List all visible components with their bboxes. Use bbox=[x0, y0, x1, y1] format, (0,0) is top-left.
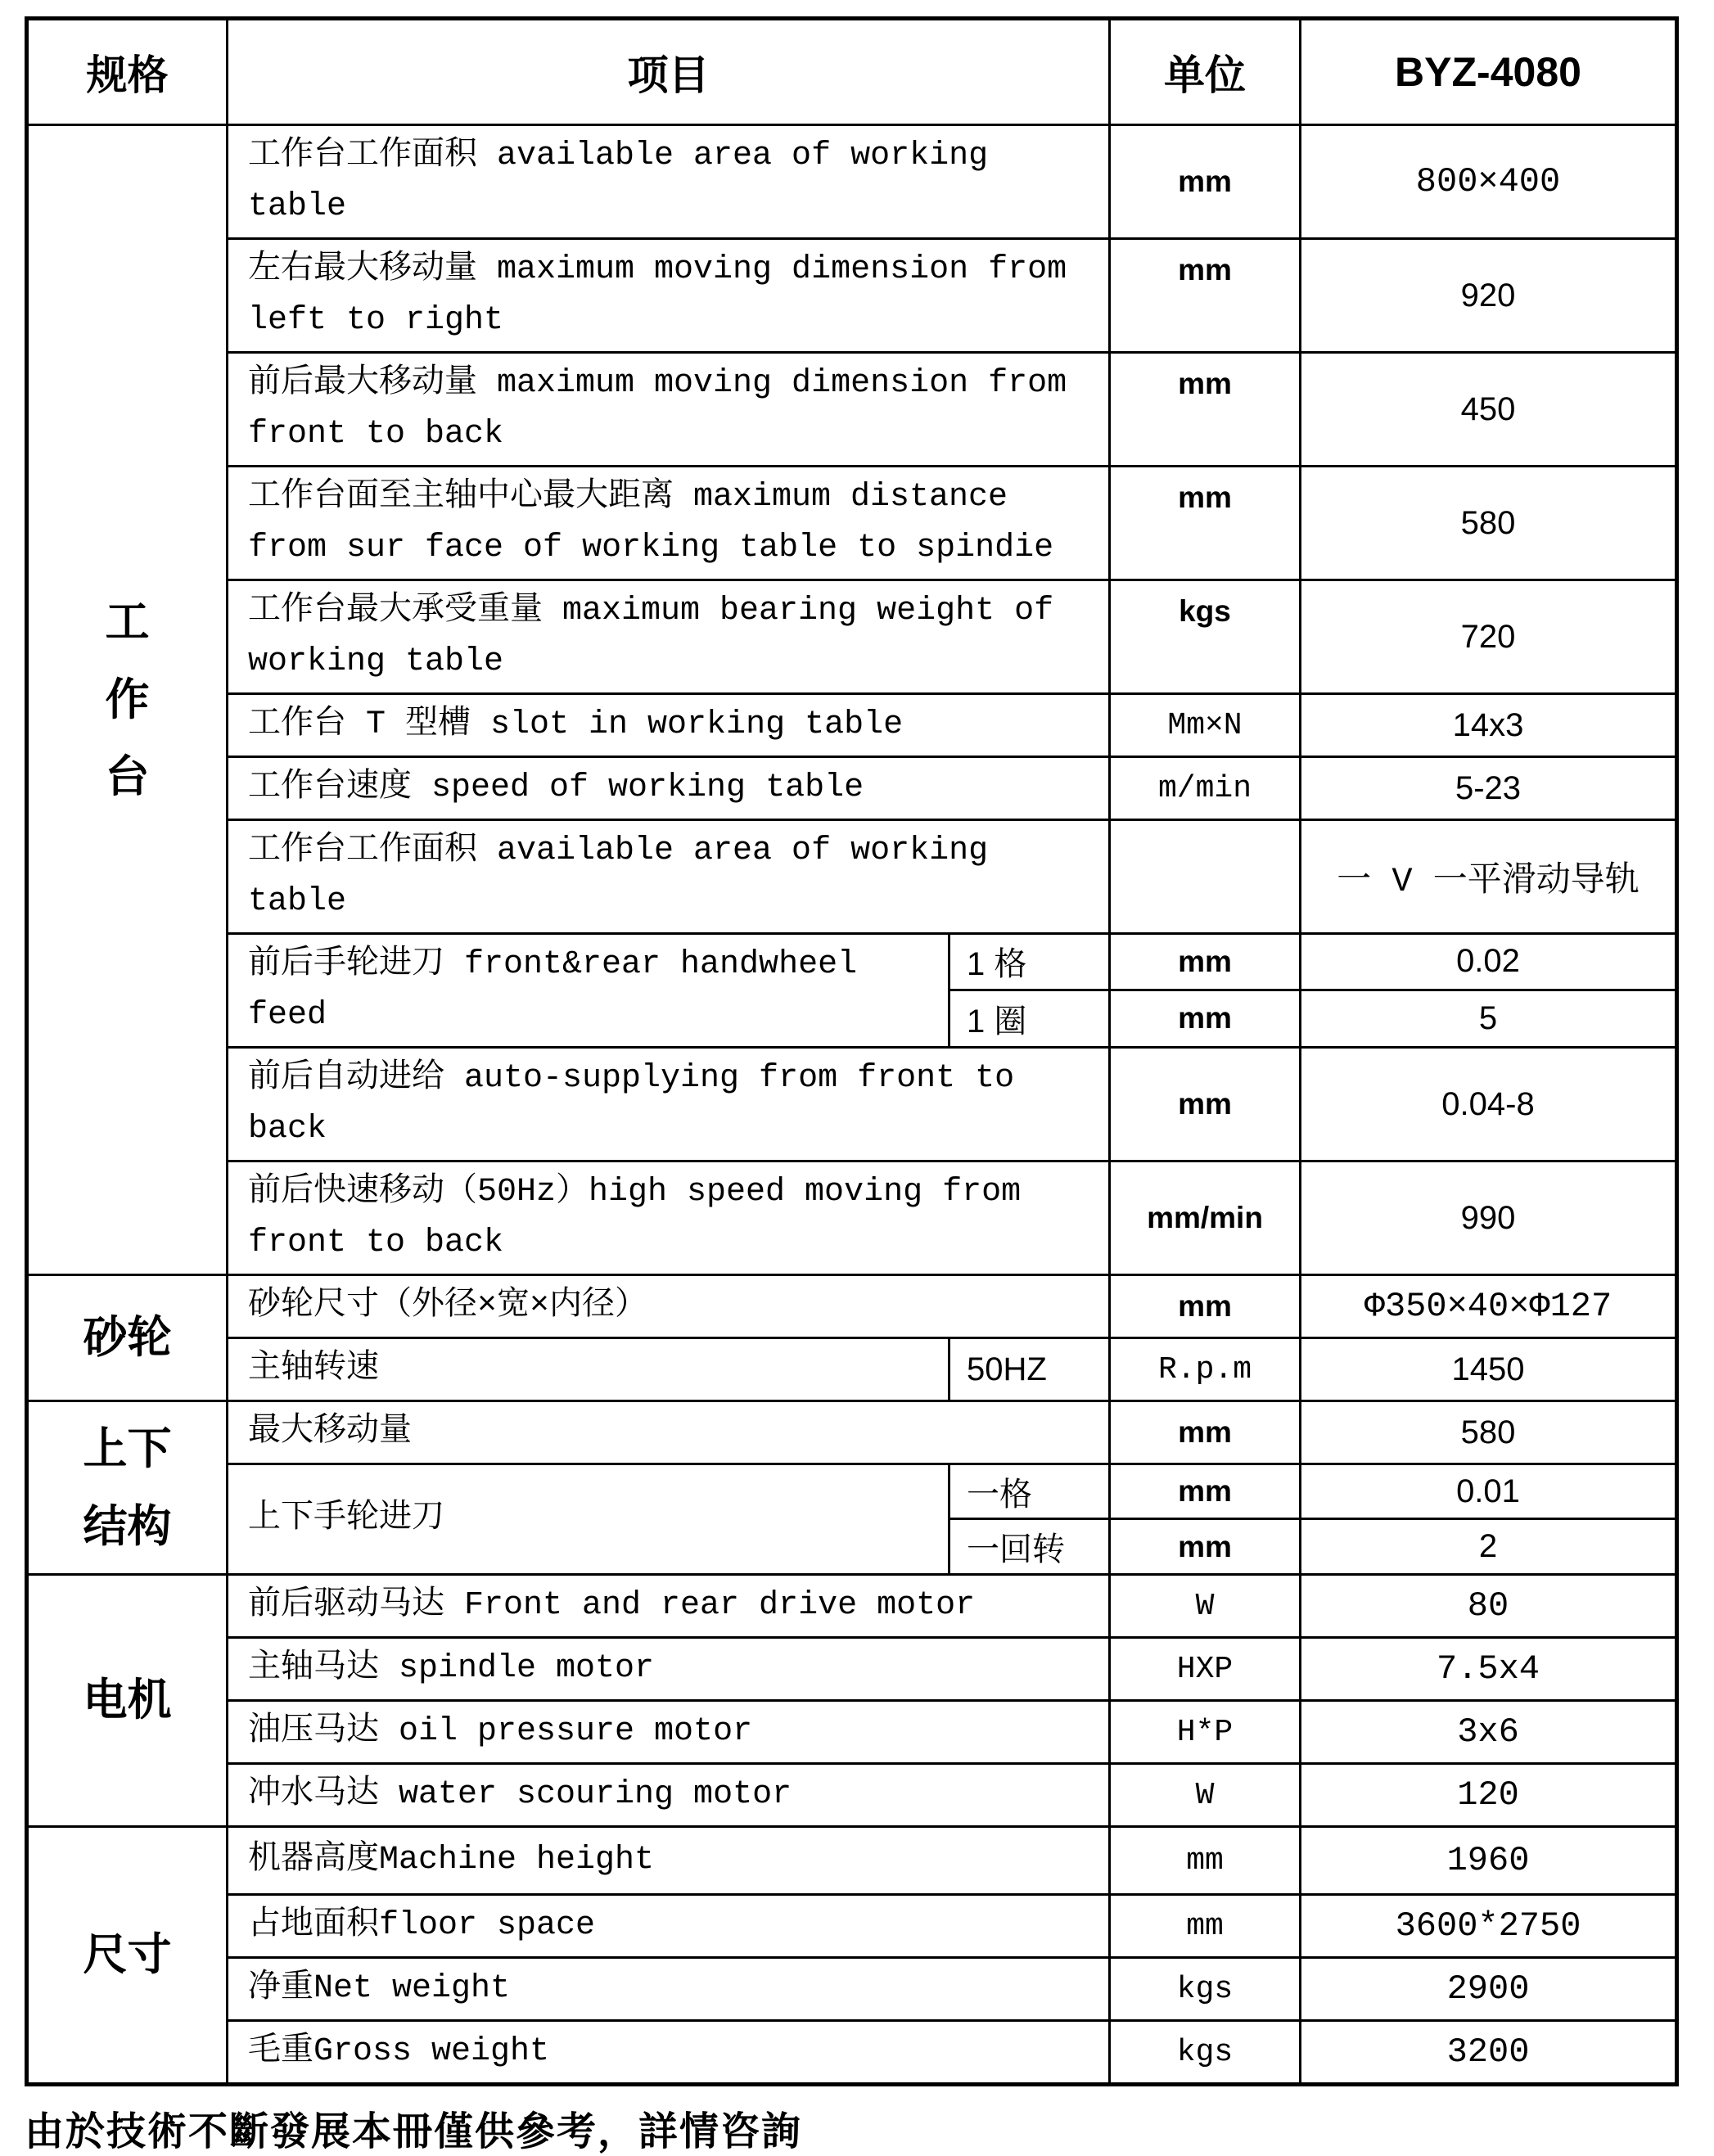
value-cell: 7.5x4 bbox=[1301, 1638, 1677, 1701]
table-row bbox=[27, 1638, 1677, 1701]
table-row bbox=[27, 1338, 1677, 1401]
value-cell: 0.02 bbox=[1301, 934, 1677, 990]
unit-cell: mm bbox=[1110, 1275, 1301, 1338]
value-cell: 720 bbox=[1301, 580, 1677, 694]
header-row bbox=[27, 19, 1677, 125]
unit-cell: Mm×N bbox=[1110, 694, 1301, 757]
section-label-line: 尺寸 bbox=[83, 1930, 172, 1980]
table-row bbox=[27, 757, 1677, 820]
section-label-line: 上下 bbox=[83, 1424, 172, 1473]
section-label-line: 砂轮 bbox=[83, 1313, 172, 1363]
unit-cell: mm bbox=[1110, 1895, 1301, 1958]
item-cell: 前后手轮进刀 front&rear handwheel feed bbox=[228, 934, 949, 1048]
table-row bbox=[27, 1048, 1677, 1161]
unit-cell: mm bbox=[1110, 1464, 1301, 1519]
table-row bbox=[27, 934, 1677, 990]
table-row bbox=[27, 1275, 1677, 1338]
section-label-line: 工 bbox=[105, 598, 150, 647]
table-row bbox=[27, 1958, 1677, 2021]
table-row bbox=[27, 1401, 1677, 1464]
value-cell: 5 bbox=[1301, 990, 1677, 1047]
table-row bbox=[27, 580, 1677, 694]
value-cell: 990 bbox=[1301, 1161, 1677, 1275]
col-model-header: BYZ-4080 bbox=[1301, 19, 1677, 125]
value-cell: 14x3 bbox=[1301, 694, 1677, 757]
sub-cell: 1 圈 bbox=[949, 990, 1110, 1047]
item-cell: 主轴马达 spindle motor bbox=[228, 1638, 1110, 1701]
unit-cell: H*P bbox=[1110, 1701, 1301, 1764]
table-row bbox=[27, 1464, 1677, 1519]
table-row bbox=[27, 467, 1677, 580]
unit-cell: mm bbox=[1110, 467, 1301, 580]
unit-cell: mm bbox=[1110, 1048, 1301, 1161]
unit-cell: W bbox=[1110, 1575, 1301, 1638]
footer-note: 由於技術不斷發展本冊僅供參考，詳情咨詢 bbox=[25, 2110, 803, 2154]
item-cell: 砂轮尺寸（外径×宽×内径） bbox=[228, 1275, 1110, 1338]
section-label-line: 作 bbox=[105, 674, 150, 724]
value-cell: 3x6 bbox=[1301, 1701, 1677, 1764]
unit-cell: mm bbox=[1110, 353, 1301, 467]
table-row bbox=[27, 1895, 1677, 1958]
table-row bbox=[27, 820, 1677, 934]
sub-cell: 1 格 bbox=[949, 934, 1110, 990]
table-row bbox=[27, 1701, 1677, 1764]
item-cell: 前后驱动马达 Front and rear drive motor bbox=[228, 1575, 1110, 1638]
unit-cell: kgs bbox=[1110, 580, 1301, 694]
unit-cell: mm bbox=[1110, 990, 1301, 1047]
unit-cell: mm bbox=[1110, 934, 1301, 990]
item-cell: 工作台工作面积 available area of working table bbox=[228, 820, 1110, 934]
value-cell: 120 bbox=[1301, 1764, 1677, 1827]
table-row bbox=[27, 2021, 1677, 2085]
value-cell: 920 bbox=[1301, 239, 1677, 353]
unit-cell bbox=[1110, 820, 1301, 934]
value-cell: Φ350×40×Φ127 bbox=[1301, 1275, 1677, 1338]
section-label-dimension bbox=[27, 1827, 228, 2085]
table-row bbox=[27, 694, 1677, 757]
section-label-line: 电机 bbox=[83, 1676, 172, 1725]
sub-cell: 一回转 bbox=[949, 1519, 1110, 1575]
item-cell: 最大移动量 bbox=[228, 1401, 1110, 1464]
table-row bbox=[27, 1764, 1677, 1827]
value-cell: 5-23 bbox=[1301, 757, 1677, 820]
unit-cell: mm bbox=[1110, 1827, 1301, 1895]
value-cell: 1960 bbox=[1301, 1827, 1677, 1895]
unit-cell: HXP bbox=[1110, 1638, 1301, 1701]
item-cell: 工作台 T 型槽 slot in working table bbox=[228, 694, 1110, 757]
value-cell: 一 V 一平滑动导轨 bbox=[1301, 820, 1677, 934]
item-cell: 左右最大移动量 maximum moving dimension from left to right bbox=[228, 239, 1110, 353]
section-label-wheel bbox=[27, 1275, 228, 1401]
value-cell: 1450 bbox=[1301, 1338, 1677, 1401]
col-item-header: 项目 bbox=[228, 19, 1110, 125]
value-cell: 580 bbox=[1301, 1401, 1677, 1464]
item-cell: 上下手轮进刀 bbox=[228, 1464, 949, 1575]
unit-cell: kgs bbox=[1110, 1958, 1301, 2021]
table-row bbox=[27, 239, 1677, 353]
sub-cell: 50HZ bbox=[949, 1338, 1110, 1401]
unit-cell: mm bbox=[1110, 239, 1301, 353]
unit-cell: mm bbox=[1110, 125, 1301, 239]
item-cell: 前后快速移动（50Hz）high speed moving from front to back bbox=[228, 1161, 1110, 1275]
item-cell: 前后自动进给 auto-supplying from front to back bbox=[228, 1048, 1110, 1161]
value-cell: 0.01 bbox=[1301, 1464, 1677, 1519]
value-cell: 800×400 bbox=[1301, 125, 1677, 239]
table-row bbox=[27, 1575, 1677, 1638]
unit-cell: mm/min bbox=[1110, 1161, 1301, 1275]
item-cell: 占地面积floor space bbox=[228, 1895, 1110, 1958]
item-cell: 工作台速度 speed of working table bbox=[228, 757, 1110, 820]
item-cell: 毛重Gross weight bbox=[228, 2021, 1110, 2085]
table-row bbox=[27, 125, 1677, 239]
section-label-updown bbox=[27, 1401, 228, 1575]
section-label-motor bbox=[27, 1575, 228, 1827]
value-cell: 3600*2750 bbox=[1301, 1895, 1677, 1958]
spec-table bbox=[25, 16, 1679, 2086]
item-cell: 净重Net weight bbox=[228, 1958, 1110, 2021]
unit-cell: W bbox=[1110, 1764, 1301, 1827]
col-unit-header: 单位 bbox=[1110, 19, 1301, 125]
value-cell: 80 bbox=[1301, 1575, 1677, 1638]
item-cell: 前后最大移动量 maximum moving dimension from front to back bbox=[228, 353, 1110, 467]
value-cell: 0.04-8 bbox=[1301, 1048, 1677, 1161]
value-cell: 3200 bbox=[1301, 2021, 1677, 2085]
table-row bbox=[27, 1827, 1677, 1895]
unit-cell: R.p.m bbox=[1110, 1338, 1301, 1401]
value-cell: 2 bbox=[1301, 1519, 1677, 1575]
item-cell: 主轴转速 bbox=[228, 1338, 949, 1401]
section-label-line: 结构 bbox=[83, 1501, 172, 1551]
table-row bbox=[27, 1161, 1677, 1275]
item-cell: 油压马达 oil pressure motor bbox=[228, 1701, 1110, 1764]
value-cell: 2900 bbox=[1301, 1958, 1677, 2021]
item-cell: 工作台最大承受重量 maximum bearing weight of working table bbox=[228, 580, 1110, 694]
col-spec-header: 规格 bbox=[27, 19, 228, 125]
item-cell: 机器高度Machine height bbox=[228, 1827, 1110, 1895]
unit-cell: mm bbox=[1110, 1401, 1301, 1464]
table-row bbox=[27, 353, 1677, 467]
section-label-worktable bbox=[27, 125, 228, 1275]
value-cell: 450 bbox=[1301, 353, 1677, 467]
unit-cell: mm bbox=[1110, 1519, 1301, 1575]
item-cell: 冲水马达 water scouring motor bbox=[228, 1764, 1110, 1827]
section-label-line: 台 bbox=[105, 752, 150, 802]
unit-cell: kgs bbox=[1110, 2021, 1301, 2085]
unit-cell: m/min bbox=[1110, 757, 1301, 820]
sub-cell: 一格 bbox=[949, 1464, 1110, 1519]
item-cell: 工作台工作面积 available area of working table bbox=[228, 125, 1110, 239]
item-cell: 工作台面至主轴中心最大距离 maximum distance from sur face of working table to spindie bbox=[228, 467, 1110, 580]
value-cell: 580 bbox=[1301, 467, 1677, 580]
